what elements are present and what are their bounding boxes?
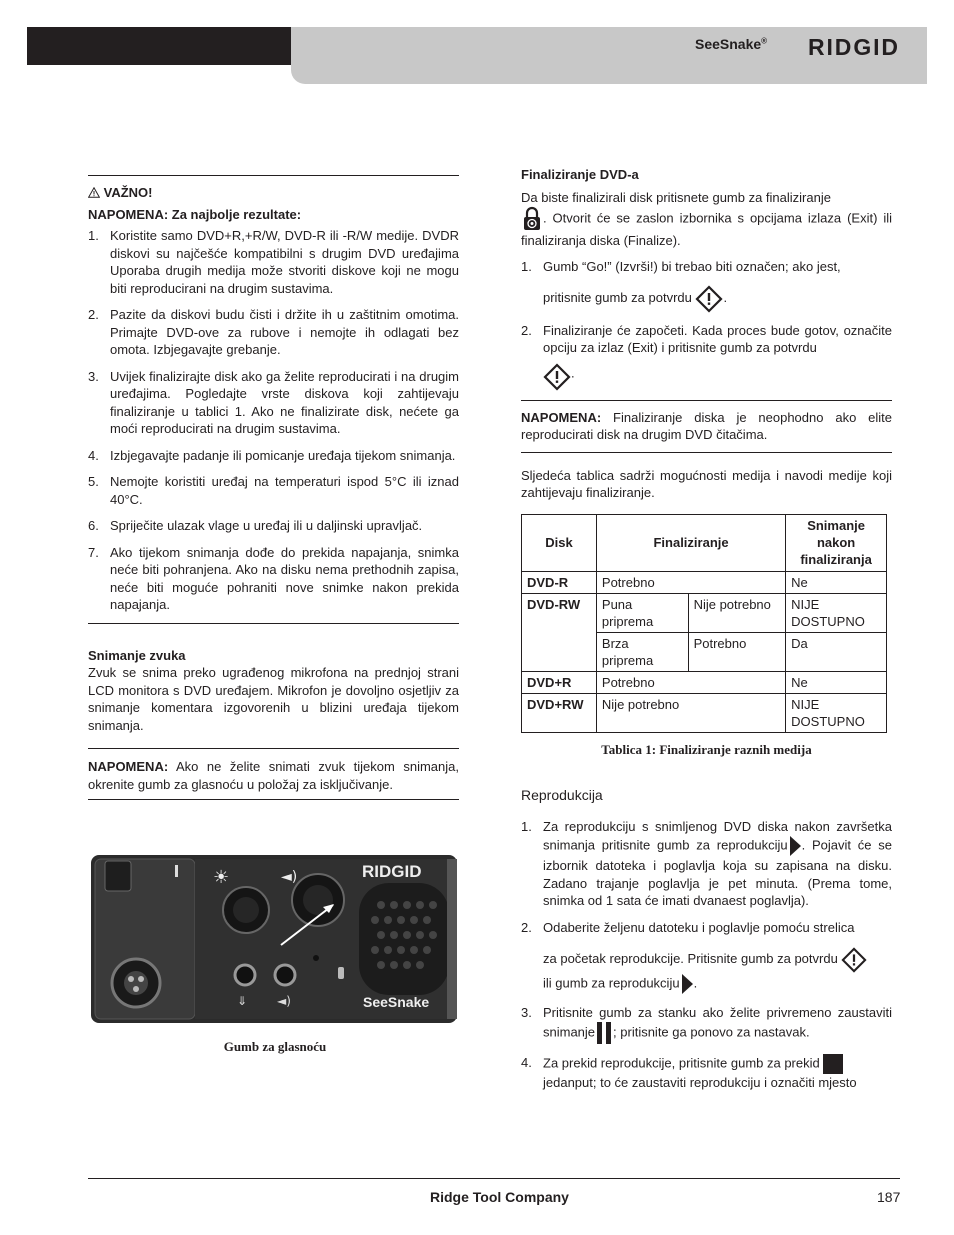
- table-cell: Nije potrebno: [596, 693, 785, 732]
- sound-text: Zvuk se snima preko ugrađenog mikrofona na prednjoj strani LCD monitora s DVD uređajem. Mikrofon je dovoljno osjetljiv za snimanje komentara izgovorenih u blizini uređaja tijekom snimanja.: [88, 665, 459, 733]
- tips-list: [88, 227, 459, 614]
- confirm-icon: [841, 947, 867, 973]
- table-cell: Ne: [786, 671, 887, 693]
- pause-icon: [595, 1021, 613, 1045]
- table-cell: DVD+R: [522, 671, 597, 693]
- footer-company: Ridge Tool Company: [430, 1189, 569, 1205]
- svg-text:RIDGID: RIDGID: [362, 862, 422, 881]
- divider: [88, 175, 459, 176]
- photo-caption: Gumb za glasnoću: [223, 1039, 327, 1054]
- table-header-cell: Disk: [522, 514, 597, 571]
- table-cell: Potrebno: [688, 632, 786, 671]
- table-row: [522, 571, 887, 593]
- svg-text:RIDGID: RIDGID: [808, 34, 898, 60]
- left-column: [88, 175, 459, 800]
- divider: [521, 400, 892, 401]
- table-header-row: [522, 514, 887, 571]
- right-column: [521, 166, 892, 1101]
- sound-note: NAPOMENA: Ako ne želite snimati zvuk tijekom snimanja, okrenite gumb za glasnoću u položaj za isključivanje.: [88, 759, 459, 792]
- svg-text:◄): ◄): [277, 994, 291, 1008]
- header-grey-tab: [291, 65, 927, 84]
- table-cell: Brza priprema: [596, 632, 688, 671]
- finalize-intro: Da biste finalizirali disk pritisnete gumb za finaliziranje . Otvorit će se zaslon izbornika s opcijama izlaza (Exit) ili finaliziranja diska (Finalize).: [521, 189, 892, 248]
- table-cell: Nije potrebno: [688, 593, 786, 632]
- warning-icon: [88, 187, 100, 198]
- divider: [88, 748, 459, 749]
- svg-text:☀: ☀: [213, 867, 230, 888]
- table-row: [522, 693, 887, 732]
- finalize-lock-icon: [521, 206, 543, 232]
- play-icon: [788, 835, 802, 857]
- finalize-heading: Finaliziranje DVD-a: [521, 167, 639, 182]
- table-header-cell: Snimanje nakon finaliziranja: [786, 514, 887, 571]
- finalize-steps: [521, 258, 892, 391]
- note-title: NAPOMENA: Za najbolje rezultate:: [88, 206, 302, 222]
- header-black-band: [27, 27, 291, 65]
- list-item: 3. Pritisnite gumb za stanku ako želite privremeno zaustaviti snimanje ; pritisnite ga ponovo za nastavak.: [521, 1004, 892, 1046]
- table-cell: Potrebno: [596, 571, 785, 593]
- list-item: 1. Gumb “Go!” (Izvrši!) bi trebao biti označen; ako jest, pritisnite gumb za potvrdu .: [521, 258, 892, 313]
- table-cell: Puna priprema: [596, 593, 688, 632]
- list-item: 1. Koristite samo DVD+R,+R/W, DVD-R ili -R/W medije. DVDR diskovi su najčešće kompatibilni s drugim DVD uređajima Uporaba drugih medija može stvoriti diskove koji ne mogu biti reproducirani na drugim sustavima.: [88, 228, 459, 296]
- finalize-note: NAPOMENA: Finaliziranje diska je neophodno ako elite reproducirati disk na drugim DVD čitačima.: [521, 409, 892, 443]
- list-item: 2. Finaliziranje će započeti. Kada proces bude gotov, označite opciju za izlaz (Exit) i pritisnite gumb za potvrdu .: [521, 322, 892, 391]
- table-cell: Potrebno: [596, 671, 785, 693]
- table-cell: Da: [786, 632, 887, 671]
- media-table: [521, 514, 887, 733]
- device-panel-photo: [91, 855, 457, 1023]
- list-item: 1. Za reprodukciju s snimljenog DVD diska nakon završetka snimanja pritisnite gumb za reprodukciju . Pojavit će se izbornik datoteka i poglavlja koja su zapisana na disku. Zadano trajanje poglavlja je pet minuta. (Prema tome, snimka od 1 sata će imati dvanaest poglavlja).: [521, 818, 892, 909]
- table-intro: Sljedeća tablica sadrži mogućnosti medija i navodi medije koji zahtijevaju finaliziranje.: [521, 467, 892, 501]
- divider: [521, 452, 892, 453]
- list-item: 3. Uvijek finalizirajte disk ako ga želite reproducirati i na drugim uređajima. Pogledajte vrste diskova koji zahtijevaju finaliziranje u tablici 1. Ako ne finalizirate disk, nećete ga moći reproducirati na drugim sustavima.: [88, 368, 459, 436]
- table-cell: NIJE DOSTUPNO: [786, 693, 887, 732]
- list-item: 7. Ako tijekom snimanja dođe do prekida napajanja, snimka neće biti pohranjena. Ako na disku nema prethodnih zapisa, neće biti moguće pohraniti nove snimke nakon prekida napajanja.: [88, 544, 459, 612]
- list-item: 4. Izbjegavajte padanje ili pomicanje uređaja tijekom snimanja.: [88, 447, 456, 463]
- svg-text:◄): ◄): [281, 869, 298, 885]
- svg-text:⇓: ⇓: [237, 994, 248, 1008]
- list-item: 2. Odaberite željenu datoteku i poglavlje pomoću strelica za početak reprodukcije. Pritisnite gumb za potvrdu ili gumb za reprodukciju .: [521, 919, 892, 995]
- table-cell: DVD+RW: [522, 693, 597, 732]
- sound-heading: Snimanje zvuka: [88, 647, 186, 663]
- product-name: SeeSnake®: [695, 36, 768, 52]
- list-item: 6. Spriječite ulazak vlage u uređaj ili u daljinski upravljač.: [88, 518, 423, 533]
- table-cell: DVD-RW: [522, 593, 597, 671]
- table-cell: NIJE DOSTUPNO: [786, 593, 887, 632]
- confirm-icon: [695, 285, 723, 313]
- svg-text:SeeSnake: SeeSnake: [363, 994, 430, 1010]
- table-header-cell: Finaliziranje: [596, 514, 785, 571]
- table-row: [522, 593, 887, 632]
- list-item: 4. Za prekid reprodukcije, pritisnite gumb za prekid jedanput; to će zaustaviti reprodukciju i označiti mjesto: [521, 1055, 857, 1091]
- playback-heading: Reprodukcija: [521, 787, 603, 804]
- divider: [88, 623, 459, 624]
- ridgid-logo: [806, 33, 901, 61]
- playback-steps: [521, 818, 892, 1092]
- footer-divider: [88, 1178, 900, 1179]
- table-cell: DVD-R: [522, 571, 597, 593]
- list-item: 2. Pazite da diskovi budu čisti i držite ih u zaštitnim omotima. Primajte DVD-ove za rubove i nemojte ih odlagati bez omota. Izbjegavajte grebanje.: [88, 307, 459, 357]
- table-cell: Ne: [786, 571, 887, 593]
- divider: [88, 799, 459, 800]
- table-caption: Tablica 1: Finaliziranje raznih medija: [601, 741, 812, 757]
- play-icon: [680, 973, 694, 995]
- stop-icon: [823, 1054, 843, 1074]
- important-heading: VAŽNO!: [88, 184, 459, 202]
- page-number: 187: [877, 1189, 901, 1205]
- table-row: [522, 671, 887, 693]
- confirm-icon: [543, 363, 571, 391]
- list-item: 5. Nemojte koristiti uređaj na temperaturi ispod 5°C ili iznad 40°C.: [88, 474, 459, 507]
